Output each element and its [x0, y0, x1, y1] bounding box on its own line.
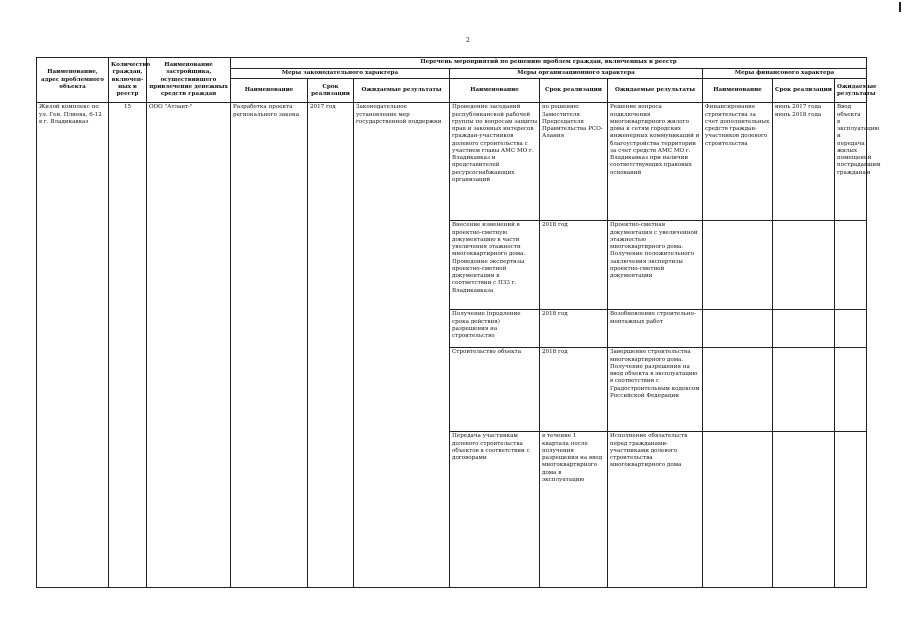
fin-result-cell: Ввод объекта в эксплуатацию и передача жилых помещений пострадавшим гражданам — [835, 103, 867, 221]
header-count: Количество граждан, включен-ных в реестр — [109, 58, 147, 103]
fin-empty-cell — [835, 221, 867, 310]
org-term-cell: по решению Заместителя Председателя Правительства РСО-Алания — [540, 103, 608, 221]
header-org-name: Наименование — [450, 79, 540, 103]
fin-empty-cell — [773, 221, 835, 310]
measures-table — [36, 57, 881, 588]
org-term-cell: 2018 год — [540, 348, 608, 432]
org-name-cell: Строительство объекта — [450, 348, 540, 432]
header-organizational: Меры организационного характера — [450, 69, 703, 79]
org-term-cell: в течение 1 квартала после получения разрешения на ввод многоквартирного дома в эксплуатацию — [540, 432, 608, 588]
leg-result-cell: Законодательное установление мер государственной поддержки — [354, 103, 450, 588]
fin-empty-cell — [703, 432, 773, 588]
object-count-cell: 15 — [109, 103, 147, 588]
header-org-term: Срок реализации — [540, 79, 608, 103]
org-result-cell: Завершение строительства многоквартирного дома. Получение разрешения на ввод объекта в эксплуатацию в соответствии с Градостроительным кодексом Российской Федерации — [608, 348, 703, 432]
fin-empty-cell — [703, 348, 773, 432]
header-financial: Меры финансового характера — [703, 69, 867, 79]
org-name-cell: Внесение изменений в проектно-сметную документацию в части увеличения этажности многоквартирного дома. Проведение экспертизы проектно-сметной документации в соответствии с ПЗЗ г. Владикавказа — [450, 221, 540, 310]
object-developer-cell: ООО "Атлант-" — [147, 103, 231, 588]
org-result-cell: Проектно-сметная документация с увеличенной этажностью многоквартирного дома. Получение положительного заключения экспертизы проектно-сметной документации — [608, 221, 703, 310]
org-term-cell: 2018 год — [540, 221, 608, 310]
header-legislative: Меры законодательного характера — [231, 69, 450, 79]
header-org-results: Ожидаемые результаты — [608, 79, 703, 103]
header-leg-name: Наименование — [231, 79, 308, 103]
header-developer: Наименование застройщика, осуществившего привлечение денежных средств граждан — [147, 58, 231, 103]
header-measures: Перечень мероприятий по решению проблем граждан, включенных в реестр — [231, 58, 867, 69]
fin-empty-cell — [773, 310, 835, 348]
leg-term-cell: 2017 год — [308, 103, 354, 588]
org-result-cell: Возобновление строительно-монтажных работ — [608, 310, 703, 348]
fin-empty-cell — [835, 432, 867, 588]
leg-name-cell: Разработка проекта регионального закона — [231, 103, 308, 588]
org-name-cell: Получение (продление срока действия) разрешения на строительство — [450, 310, 540, 348]
org-name-cell: Передача участникам долевого строительства объектов в соответствии с договорами — [450, 432, 540, 588]
header-leg-results: Ожидаемые результаты — [354, 79, 450, 103]
header-object: Наименование, адрес проблемного объекта — [37, 58, 109, 103]
org-result-cell: Решение вопроса подключения многоквартирного жилого дома к сетям городских инженерных коммуникаций и благоустройства территории за счет средств АМС МО г. Владикавказ при наличии соответствующих правовых оснований — [608, 103, 703, 221]
fin-empty-cell — [703, 310, 773, 348]
fin-empty-cell — [703, 221, 773, 310]
page-number: 2 — [466, 37, 470, 44]
table-row — [37, 103, 867, 221]
object-name-cell: Жилой комплекс по ул. Ген. Плиева, 6-12 в г. Владикавказ — [37, 103, 109, 588]
fin-empty-cell — [773, 432, 835, 588]
fin-empty-cell — [835, 310, 867, 348]
fin-term-cell: июнь 2017 года июнь 2018 года — [773, 103, 835, 221]
org-name-cell: Проведение заседаний республиканской рабочей группы по вопросам защиты прав и законных интересов граждан-участников долевого строительства с участием главы АМС МО г. Владикавказ и представителей ресурсоснабжающих организаций — [450, 103, 540, 221]
fin-name-cell: Финансирование строительства за счет дополнительных средств граждан-участников долевого строительства — [703, 103, 773, 221]
page-edge-mark — [899, 2, 901, 12]
header-fin-term: Срок реализации — [773, 79, 835, 103]
fin-empty-cell — [835, 348, 867, 432]
header-fin-name: Наименование — [703, 79, 773, 103]
org-term-cell: 2018 год — [540, 310, 608, 348]
org-result-cell: Исполнение обязательств перед гражданами-участниками долевого строительства многоквартирного дома — [608, 432, 703, 588]
fin-empty-cell — [773, 348, 835, 432]
header-leg-term: Срок реализации — [308, 79, 354, 103]
header-fin-results: Ожидаемые результаты — [835, 79, 867, 103]
